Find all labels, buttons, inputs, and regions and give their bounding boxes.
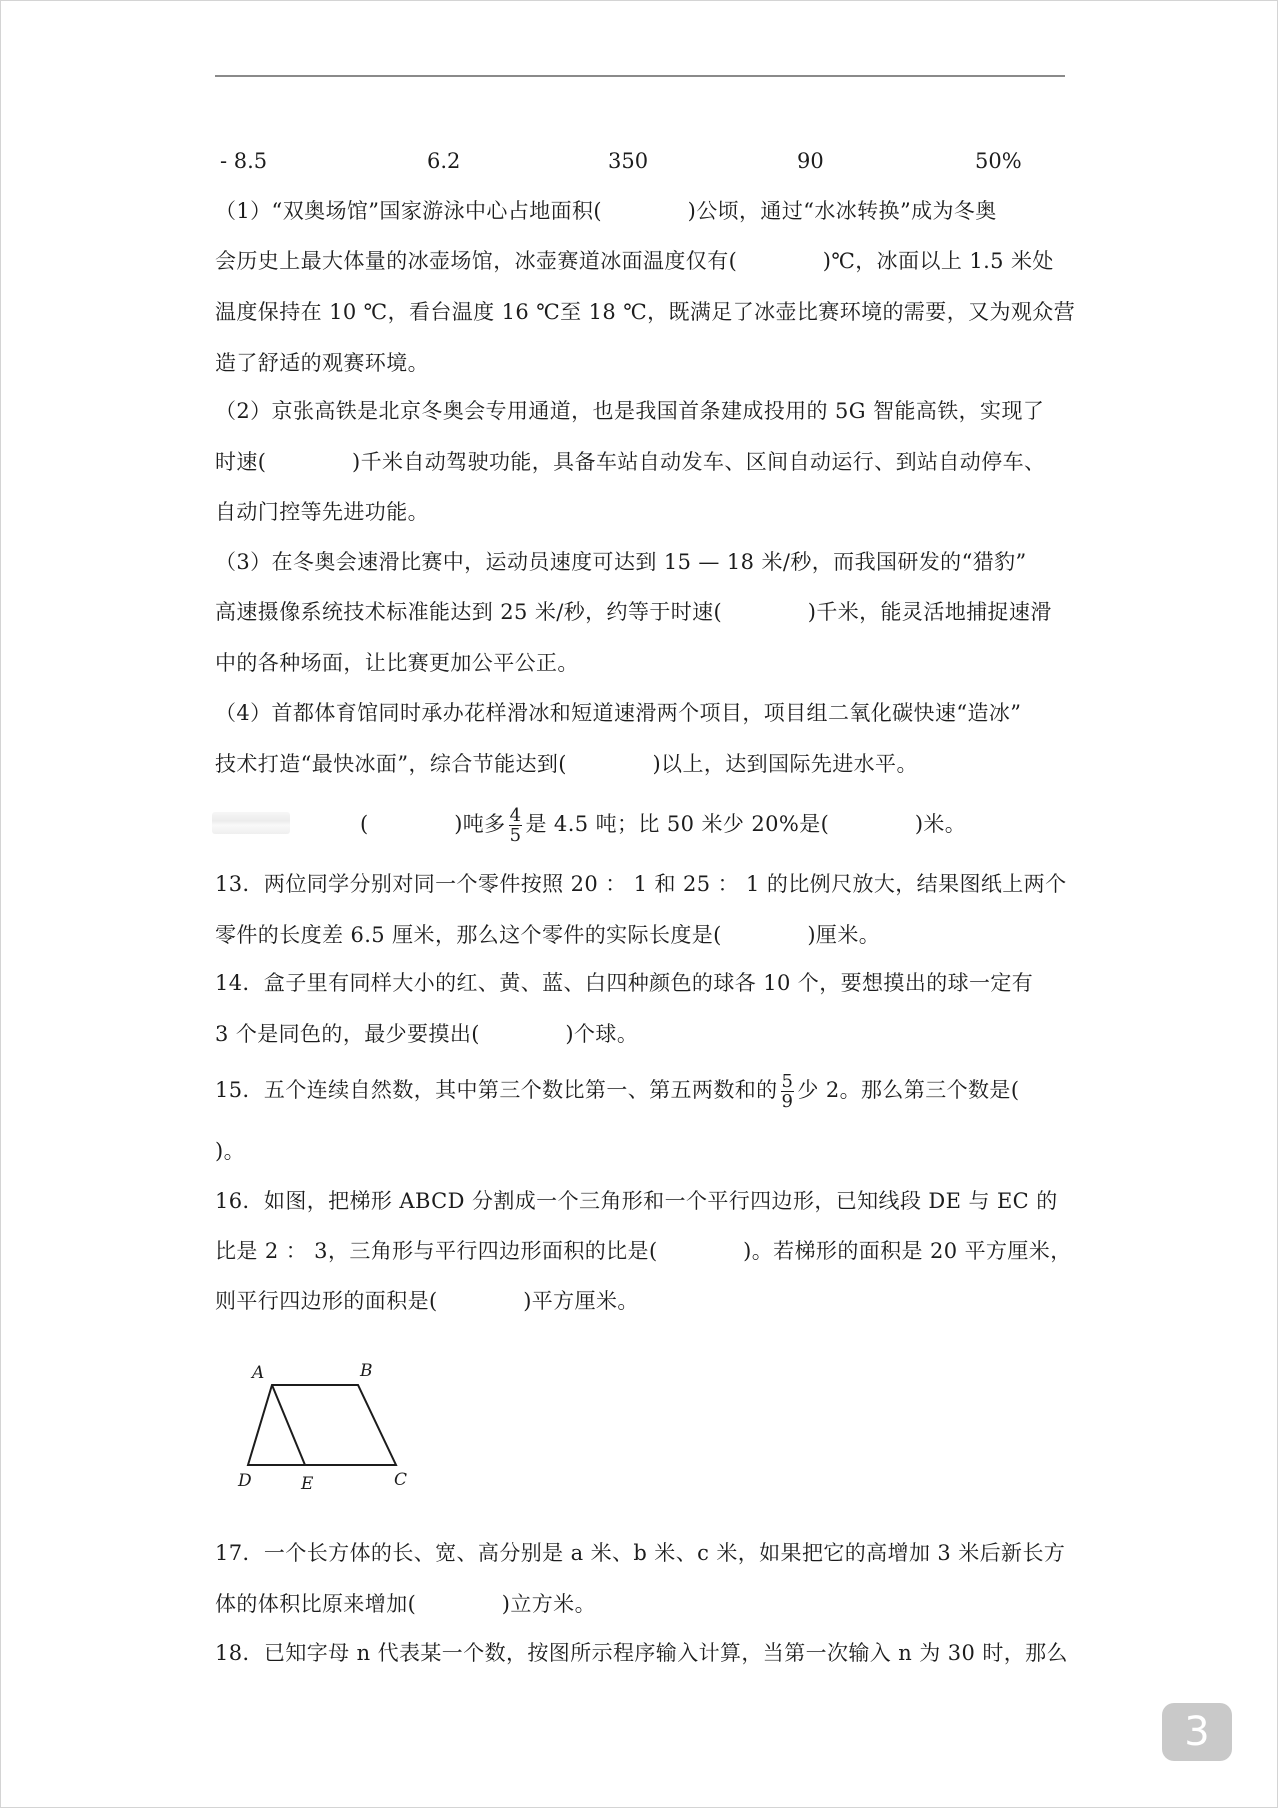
q16-line: 比是 2 ： 3，三角形与平行四边形面积的比是( )。若梯形的面积是 20 平方厘米， xyxy=(215,1239,1072,1263)
vertex-label-a: A xyxy=(252,1363,265,1383)
q12-part4-line: 技术打造“最快冰面”，综合节能达到( )以上，达到国际先进水平。 xyxy=(215,752,918,776)
partial-question-after: 是 4.5 吨；比 50 米少 20%是( )米。 xyxy=(525,812,967,836)
fraction-numerator: 5 xyxy=(781,1071,794,1092)
q12-part3-line: 高速摄像系统技术标准能达到 25 米/秒，约等于时速( )千米，能灵活地捕捉速滑 xyxy=(215,600,1052,624)
q13-line: 13．两位同学分别对同一个零件按照 20 ： 1 和 25 ： 1 的比例尺放大，结果图纸上两个 xyxy=(215,872,1067,896)
segment-ae xyxy=(272,1385,305,1465)
vertex-label-b: B xyxy=(360,1361,373,1381)
fraction-numerator: 4 xyxy=(509,805,522,826)
q15-line xyxy=(215,1072,1019,1111)
partial-question-before: ( )吨多 xyxy=(360,812,506,836)
q13-line: 零件的长度差 6.5 厘米，那么这个零件的实际长度是( )厘米。 xyxy=(215,923,881,947)
trapezoid-abcd xyxy=(248,1385,396,1465)
number-option: 90 xyxy=(797,149,824,173)
q16-line: 16．如图，把梯形 ABCD 分割成一个三角形和一个平行四边形，已知线段 DE 与 EC 的 xyxy=(215,1189,1058,1213)
vertex-label-c: C xyxy=(394,1470,408,1490)
q14-line: 14．盒子里有同样大小的红、黄、蓝、白四种颜色的球各 10 个，要想摸出的球一定有 xyxy=(215,971,1034,995)
q15-after: 少 2。那么第三个数是( xyxy=(797,1078,1020,1102)
fraction-denominator: 9 xyxy=(781,1091,794,1112)
q12-part1-line: 造了舒适的观赛环境。 xyxy=(215,351,429,375)
q17-line: 体的体积比原来增加( )立方米。 xyxy=(215,1592,596,1616)
number-option: 350 xyxy=(608,149,649,173)
q12-part4-line: （4）首都体育馆同时承办花样滑冰和短道速滑两个项目，项目组二氧化碳快速“造冰” xyxy=(215,701,1022,725)
number-option: - 8.5 xyxy=(220,149,268,173)
header-rule xyxy=(215,75,1065,77)
fraction-five-ninths xyxy=(781,1072,795,1111)
q12-part3-line: （3）在冬奥会速滑比赛中，运动员速度可达到 15 — 18 米/秒，而我国研发的“猎豹” xyxy=(215,550,1027,574)
q16-line: 则平行四边形的面积是( )平方厘米。 xyxy=(215,1289,639,1313)
trapezoid-figure xyxy=(228,1355,428,1495)
q15-line: )。 xyxy=(215,1139,245,1163)
page-number-badge: 3 xyxy=(1162,1703,1232,1761)
q12-part3-line: 中的各种场面，让比赛更加公平公正。 xyxy=(215,651,579,675)
number-option: 50% xyxy=(975,149,1022,173)
q14-line: 3 个是同色的，最少要摸出( )个球。 xyxy=(215,1022,639,1046)
q17-line: 17．一个长方体的长、宽、高分别是 a 米、b 米、c 米，如果把它的高增加 3 米后新长方 xyxy=(215,1541,1066,1565)
q18-line: 18．已知字母 n 代表某一个数，按图所示程序输入计算，当第一次输入 n 为 30 时，那么 xyxy=(215,1641,1068,1665)
q12-part1-line: （1）“双奥场馆”国家游泳中心占地面积( )公顷，通过“水冰转换”成为冬奥 xyxy=(215,199,997,223)
fraction-four-fifths xyxy=(509,806,523,845)
fraction-denominator: 5 xyxy=(509,825,522,846)
q12-part2-line: 自动门控等先进功能。 xyxy=(215,500,429,524)
partial-question-line xyxy=(360,806,966,845)
vertex-label-e: E xyxy=(301,1474,314,1494)
vertex-label-d: D xyxy=(238,1471,252,1491)
q12-part2-line: 时速( )千米自动驾驶功能，具备车站自动发车、区间自动运行、到站自动停车、 xyxy=(215,450,1046,474)
number-option: 6.2 xyxy=(427,149,461,173)
q12-part1-line: 温度保持在 10 ℃，看台温度 16 ℃至 18 ℃，既满足了冰壶比赛环境的需要，又为观众营 xyxy=(215,300,1076,324)
q15-before: 15．五个连续自然数，其中第三个数比第一、第五两数和的 xyxy=(215,1078,778,1102)
scan-smudge xyxy=(212,812,290,834)
q12-part1-line: 会历史上最大体量的冰壶场馆，冰壶赛道冰面温度仅有( )℃，冰面以上 1.5 米处 xyxy=(215,249,1054,273)
q12-part2-line: （2）京张高铁是北京冬奥会专用通道，也是我国首条建成投用的 5G 智能高铁，实现了 xyxy=(215,399,1045,423)
